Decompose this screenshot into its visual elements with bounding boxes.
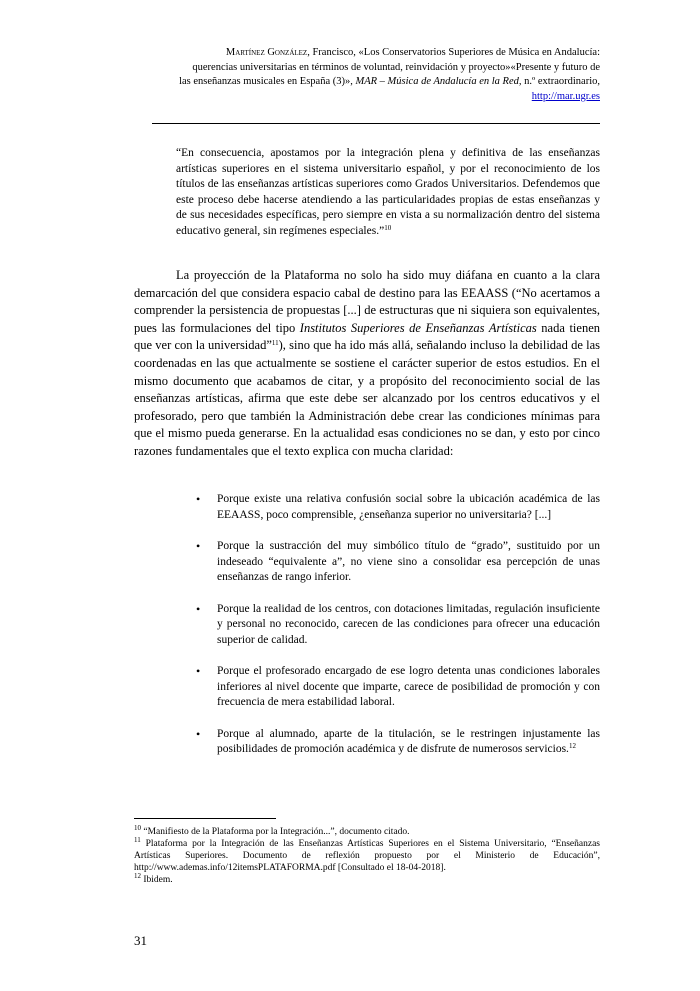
footnote-ref-10[interactable]: 10 [384,223,392,232]
header-journal-link[interactable]: http://mar.ugr.es [531,90,600,102]
page-number: 31 [134,933,147,948]
footnote-ref-11[interactable]: 11 [271,339,279,348]
list-item [196,602,600,649]
bullet-icon: • [196,492,201,506]
header-line-2: querencias universitarias en términos de voluntad, reinvidación y proyecto»«Presente y futuro de [192,61,600,73]
footnote-number: 11 [134,836,141,844]
header-journal-name: MAR – Música de Andalucía en la Red, [355,76,522,87]
footnote-text: “Manifiesto de la Plataforma por la Integración...”, documento citado. [143,827,410,837]
list-item-text: Porque al alumnado, aparte de la titulación, se le restringen injustamente las posibilidades de promoción académica y de disfrute de numerosos servicios. [217,727,600,755]
footnote-number: 10 [134,824,141,832]
bullet-icon: • [196,726,201,741]
list-item-text: Porque la realidad de los centros, con dotaciones limitadas, regulación insuficiente y personal no reconocido, carecen de las condiciones para ofrecer una educación superior de calidad. [217,602,600,646]
reasons-list [196,492,600,758]
list-item [196,539,600,586]
header-issue: n.º extraordinario, [521,76,600,87]
footnote-ref-12[interactable]: 12 [568,742,576,750]
list-item [196,727,600,758]
list-item [196,664,600,711]
header-divider [152,123,600,124]
footnote-text: Plataforma por la Integración de las Enseñanzas Artísticas Superiores en el Sistema Universitario, “Enseñanzas Artísticas Superiores. Documento de reflexión propuesto por el Ministerio de Educación”, http://www.ademas.info/12itemsPLATAFORMA.pdf [Consultado el 18-04-2018]. [134,839,600,873]
running-header [130,46,600,104]
bullet-icon: • [196,601,201,616]
footnote-divider [134,818,276,819]
paragraph-text-1: La proyección de la Plataforma no solo ha sido muy diáfana en cuanto a la clara demarcación del que considera espacio cabal de destino para las EEAASS (“No acertamos a comprender la persistencia de propuestas [...] de estructuras que ni siquiera son equivalentes, pues las formulaciones del tipo [134,268,600,335]
footnote-text: Ibidem. [143,875,173,885]
quote-text: “En consecuencia, apostamos por la integración plena y definitiva de las enseñanzas artísticas superiores en el sistema universitario español, y por el reconocimiento de los títulos de las enseñanzas artísticas superiores como Grados Universitarios. Defendemos que este proceso debe hacerse atendiendo a las particularidades propias de estas enseñanzas y de sus necesidades específicas, pero siempre en vista a su normalización dentro del sistema educativo general, sin regímenes especiales.” [176,147,600,237]
footnote-number: 12 [134,872,141,880]
list-item [196,492,600,523]
block-quote [176,146,600,239]
footnotes [134,826,600,886]
paragraph-italic-term: Institutos Superiores de Enseñanzas Artísticas [299,320,537,335]
list-item-text: Porque la sustracción del muy simbólico título de “grado”, sustituido por un indeseado “equivalente a”, no viene sino a consolidar esa percepción de unas enseñanzas de rango inferior. [217,540,600,583]
header-author-surnames: Martínez González [225,47,308,58]
header-line-3 [130,75,600,90]
header-line-1 [130,46,600,61]
header-article-title-end: las enseñanzas musicales en España (3)», [179,76,356,87]
footnote [134,826,600,838]
footnote [134,874,600,886]
bullet-icon: • [196,539,201,553]
bullet-icon: • [196,664,201,678]
list-item-text: Porque el profesorado encargado de ese logro detenta unas condiciones laborales inferiores al nivel docente que imparte, carece de posibilidad de promoción y con frecuencia de mera estabilidad laboral. [217,665,600,708]
paragraph-text-2: nada tienen que ver con la universidad” [134,320,600,353]
body-paragraph [134,267,600,461]
list-item-text: Porque existe una relativa confusión social sobre la ubicación académica de las EEAASS, poco comprensible, ¿enseñanza superior no universitaria? [...] [217,493,600,521]
paragraph-text-3: ), sino que ha ido más allá, señalando incluso la debilidad de las coordenadas en las que actualmente se sostiene el carácter superior de estos estudios. En el mismo documento que acabamos de citar, y a propósito del reconocimiento social de las enseñanzas artísticas, afirma que este debe ser alcanzado por los centros educativos y el profesorado, pero que también la Administración debe crear las condiciones mínimas para que el mismo pueda generarse. En la actualidad esas condiciones no se dan, y esto por cinco razones fundamentales que el texto explica con mucha claridad: [134,338,600,458]
header-citation-text: , Francisco, «Los Conservatorios Superiores de Música en Andalucía: [307,47,600,58]
footnote [134,838,600,874]
